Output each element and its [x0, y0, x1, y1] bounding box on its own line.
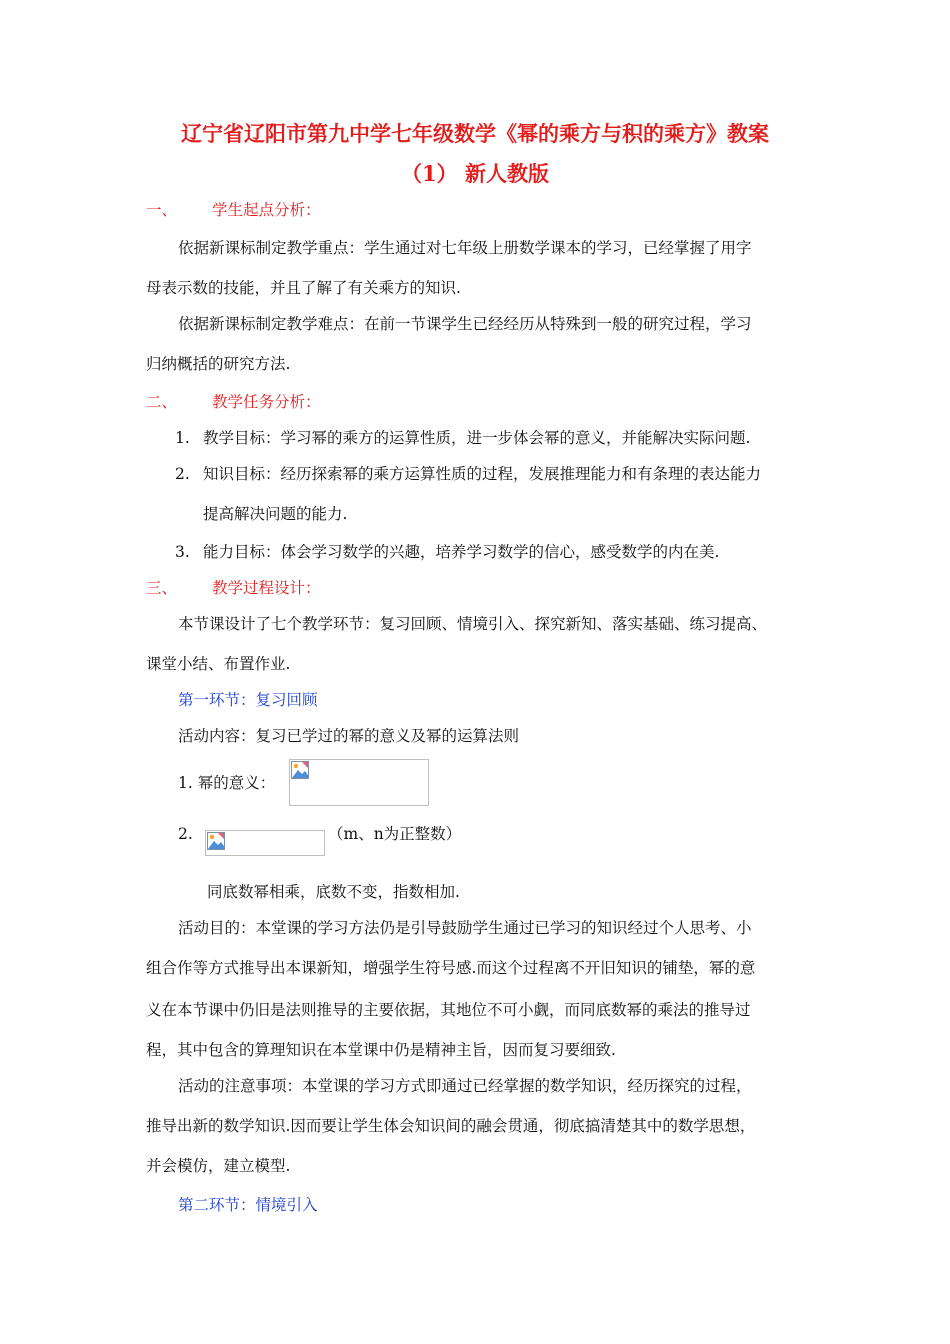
activity-notes-line1: 活动的注意事项：本堂课的学习方式即通过已经掌握的数学知识，经历探究的过程，	[178, 1077, 752, 1095]
stage1-heading: 第一环节：复习回顾	[178, 691, 318, 709]
section2-heading: 教学任务分析：	[212, 393, 321, 411]
review-item1-label: 1. 幂的意义：	[178, 774, 276, 792]
document-title-line2: （1） 新人教版	[401, 161, 549, 186]
activity-notes-line3: 并会模仿，建立模型.	[146, 1157, 291, 1175]
section1-paragraph2-line1: 依据新课标制定教学难点：在前一节课学生已经经历从特殊到一般的研究过程，学习	[178, 315, 752, 333]
objective-text: 能力目标：体会学习数学的兴趣，培养学习数学的信心，感受数学的内在美.	[203, 543, 720, 561]
objective-text: 教学目标：学习幂的乘方的运算性质，进一步体会幂的意义，并能解决实际问题.	[203, 429, 751, 447]
section1-paragraph1-line2: 母表示数的技能，并且了解了有关乘方的知识.	[146, 279, 461, 297]
review-item2-label: 2.	[178, 825, 193, 843]
section3-number: 三、	[146, 579, 178, 597]
section3-paragraph1-line1: 本节课设计了七个教学环节：复习回顾、情境引入、探究新知、落实基础、练习提高、	[178, 615, 768, 633]
section1-heading: 学生起点分析：	[212, 201, 321, 219]
activity-purpose-line2: 组合作等方式推导出本课新知，增强学生符号感.而这个过程离不开旧知识的铺垫，幂的意	[146, 959, 756, 977]
activity-purpose-line3: 义在本节课中仍旧是法则推导的主要依据，其地位不可小觑，而同底数幂的乘法的推导过	[146, 1001, 751, 1019]
section1-paragraph1-line1: 依据新课标制定教学重点：学生通过对七年级上册数学课本的学习，已经掌握了用字	[178, 239, 752, 257]
multiplication-rule: 同底数幂相乘，底数不变，指数相加.	[207, 883, 460, 901]
review-item2-note: （m、n为正整数）	[328, 825, 462, 843]
formula-image-placeholder	[289, 759, 429, 806]
stage2-heading: 第二环节：情境引入	[178, 1196, 318, 1214]
objective-number: 1.	[175, 429, 190, 447]
broken-image-icon	[207, 832, 225, 850]
broken-image-icon	[291, 761, 309, 779]
objective-text-continuation: 提高解决问题的能力.	[203, 505, 348, 523]
document-title-line1: 辽宁省辽阳市第九中学七年级数学《幂的乘方与积的乘方》教案	[181, 121, 769, 146]
activity-purpose-line4: 程，其中包含的算理知识在本堂课中仍是精神主旨，因而复习要细致.	[146, 1041, 616, 1059]
objective-text: 知识目标：经历探索幂的乘方运算性质的过程，发展推理能力和有条理的表达能力	[203, 465, 762, 483]
section3-heading: 教学过程设计：	[212, 579, 321, 597]
section1-paragraph2-line2: 归纳概括的研究方法.	[146, 355, 291, 373]
section2-number: 二、	[146, 393, 178, 411]
section1-number: 一、	[146, 201, 178, 219]
activity-notes-line2: 推导出新的数学知识.因而要让学生体会知识间的融会贯通，彻底搞清楚其中的数学思想，	[146, 1117, 756, 1135]
objective-number: 2.	[175, 465, 190, 483]
section3-paragraph1-line2: 课堂小结、布置作业.	[146, 655, 291, 673]
formula-image-placeholder	[205, 830, 325, 856]
activity-purpose-line1: 活动目的：本堂课的学习方法仍是引导鼓励学生通过已学习的知识经过个人思考、小	[178, 919, 752, 937]
activity-content: 活动内容：复习已学过的幂的意义及幂的运算法则	[178, 727, 520, 745]
objective-number: 3.	[175, 543, 190, 561]
